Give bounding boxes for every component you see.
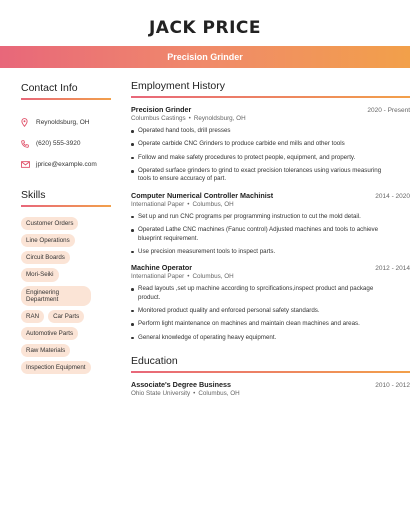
contact-phone-text: (620) 555-3920 bbox=[36, 140, 81, 147]
left-column bbox=[21, 82, 111, 374]
job-title: Precision Grinder bbox=[131, 105, 192, 114]
contact-section-title: Contact Info bbox=[21, 82, 78, 94]
job-bullets bbox=[131, 285, 410, 342]
school-name: Ohio State University bbox=[131, 390, 191, 398]
right-column bbox=[131, 80, 410, 397]
contact-list bbox=[21, 112, 111, 175]
contact-email bbox=[21, 154, 111, 175]
skill-pill: Circuit Boards bbox=[21, 251, 70, 264]
skill-pill: Inspection Equipment bbox=[21, 361, 91, 374]
employment-divider bbox=[131, 96, 410, 98]
job-location: Columbus, OH bbox=[192, 273, 234, 281]
job-entry bbox=[131, 263, 410, 342]
skills-divider bbox=[21, 205, 111, 207]
job-bullets bbox=[131, 213, 410, 256]
candidate-name: JACK PRICE bbox=[148, 18, 261, 38]
skill-pill: RAN bbox=[21, 310, 44, 323]
job-entry bbox=[131, 105, 410, 184]
job-employer: International Paper • Columbus, OH bbox=[131, 200, 234, 208]
skills-section-title: Skills bbox=[21, 189, 46, 201]
contact-divider bbox=[21, 98, 111, 100]
job-bullet: Operated hand tools, drill presses bbox=[131, 127, 393, 135]
job-employer: International Paper • Columbus, OH bbox=[131, 273, 234, 281]
skill-pill: Line Operations bbox=[21, 234, 75, 247]
skill-pill: Mori-Seiki bbox=[21, 268, 59, 281]
job-employer: Columbus Castings • Reynoldsburg, OH bbox=[131, 115, 246, 122]
job-company: International Paper bbox=[131, 200, 185, 208]
contact-location bbox=[21, 112, 111, 133]
phone-icon bbox=[21, 140, 36, 148]
job-bullet: Operated surface grinders to grind to exact precision tolerances using various measuring tools to ensure accuracy of part. bbox=[131, 167, 393, 184]
job-dates: 2014 - 2020 bbox=[375, 192, 410, 200]
degree-title: Associate's Degree Business bbox=[131, 380, 231, 390]
job-bullet: Perform light maintenance on machines and maintain clean machines and areas. bbox=[131, 320, 393, 328]
job-bullet: Use precision measurement tools to inspect parts. bbox=[131, 248, 393, 256]
job-dates: 2020 - Present bbox=[367, 107, 410, 114]
job-bullet: Monitored product quality and enforced personal safety standards. bbox=[131, 307, 393, 315]
job-bullet: Set up and run CNC programs per programming instruction to cut the mold detail. bbox=[131, 213, 393, 221]
employment-section-title: Employment History bbox=[131, 80, 225, 92]
job-bullet: Operate carbide CNC Grinders to produce carbide end mills and other tools bbox=[131, 140, 393, 148]
job-location: Columbus, OH bbox=[192, 200, 234, 208]
skill-pill: Customer Orders bbox=[21, 217, 78, 230]
education-school: Ohio State University • Columbus, OH bbox=[131, 390, 240, 398]
job-bullets bbox=[131, 127, 410, 184]
education-dates: 2010 - 2012 bbox=[375, 382, 410, 390]
skill-pill: Car Parts bbox=[48, 310, 84, 323]
education-entry bbox=[131, 380, 410, 397]
education-section-title: Education bbox=[131, 355, 178, 368]
job-title-banner: Precision Grinder bbox=[0, 46, 410, 68]
job-dates: 2012 - 2014 bbox=[375, 265, 410, 273]
job-location: Reynoldsburg, OH bbox=[193, 115, 246, 122]
skill-pill: Raw Materials bbox=[21, 344, 70, 357]
skill-pill: Automotive Parts bbox=[21, 327, 78, 340]
job-bullet: General knowledge of operating heavy equipment. bbox=[131, 334, 393, 342]
skills-list bbox=[21, 217, 111, 374]
contact-phone bbox=[21, 133, 111, 154]
job-bullet: Follow and make safety procedures to protect people, equipment, and property. bbox=[131, 154, 393, 162]
education-divider bbox=[131, 371, 410, 373]
mail-icon bbox=[21, 161, 36, 168]
job-entry bbox=[131, 191, 410, 256]
location-pin-icon bbox=[21, 118, 36, 127]
contact-location-text: Reynoldsburg, OH bbox=[36, 119, 90, 126]
job-title: Computer Numerical Controller Machinist bbox=[131, 190, 274, 200]
contact-email-link[interactable]: jprice@example.com bbox=[36, 161, 97, 168]
skill-pill: Engineering Department bbox=[21, 286, 91, 306]
school-location: Columbus, OH bbox=[198, 390, 240, 398]
job-bullet: Operated Lathe CNC machines (Fanuc control) Adjusted machines and tools to achieve blueprint requirement. bbox=[131, 226, 393, 243]
job-company: Columbus Castings bbox=[131, 115, 186, 122]
job-title: Machine Operator bbox=[131, 263, 193, 273]
job-company: International Paper bbox=[131, 273, 185, 281]
education-section bbox=[131, 355, 410, 397]
job-bullet: Read layouts ,set up machine according to sprcifications,inspect product and package product. bbox=[131, 285, 393, 302]
